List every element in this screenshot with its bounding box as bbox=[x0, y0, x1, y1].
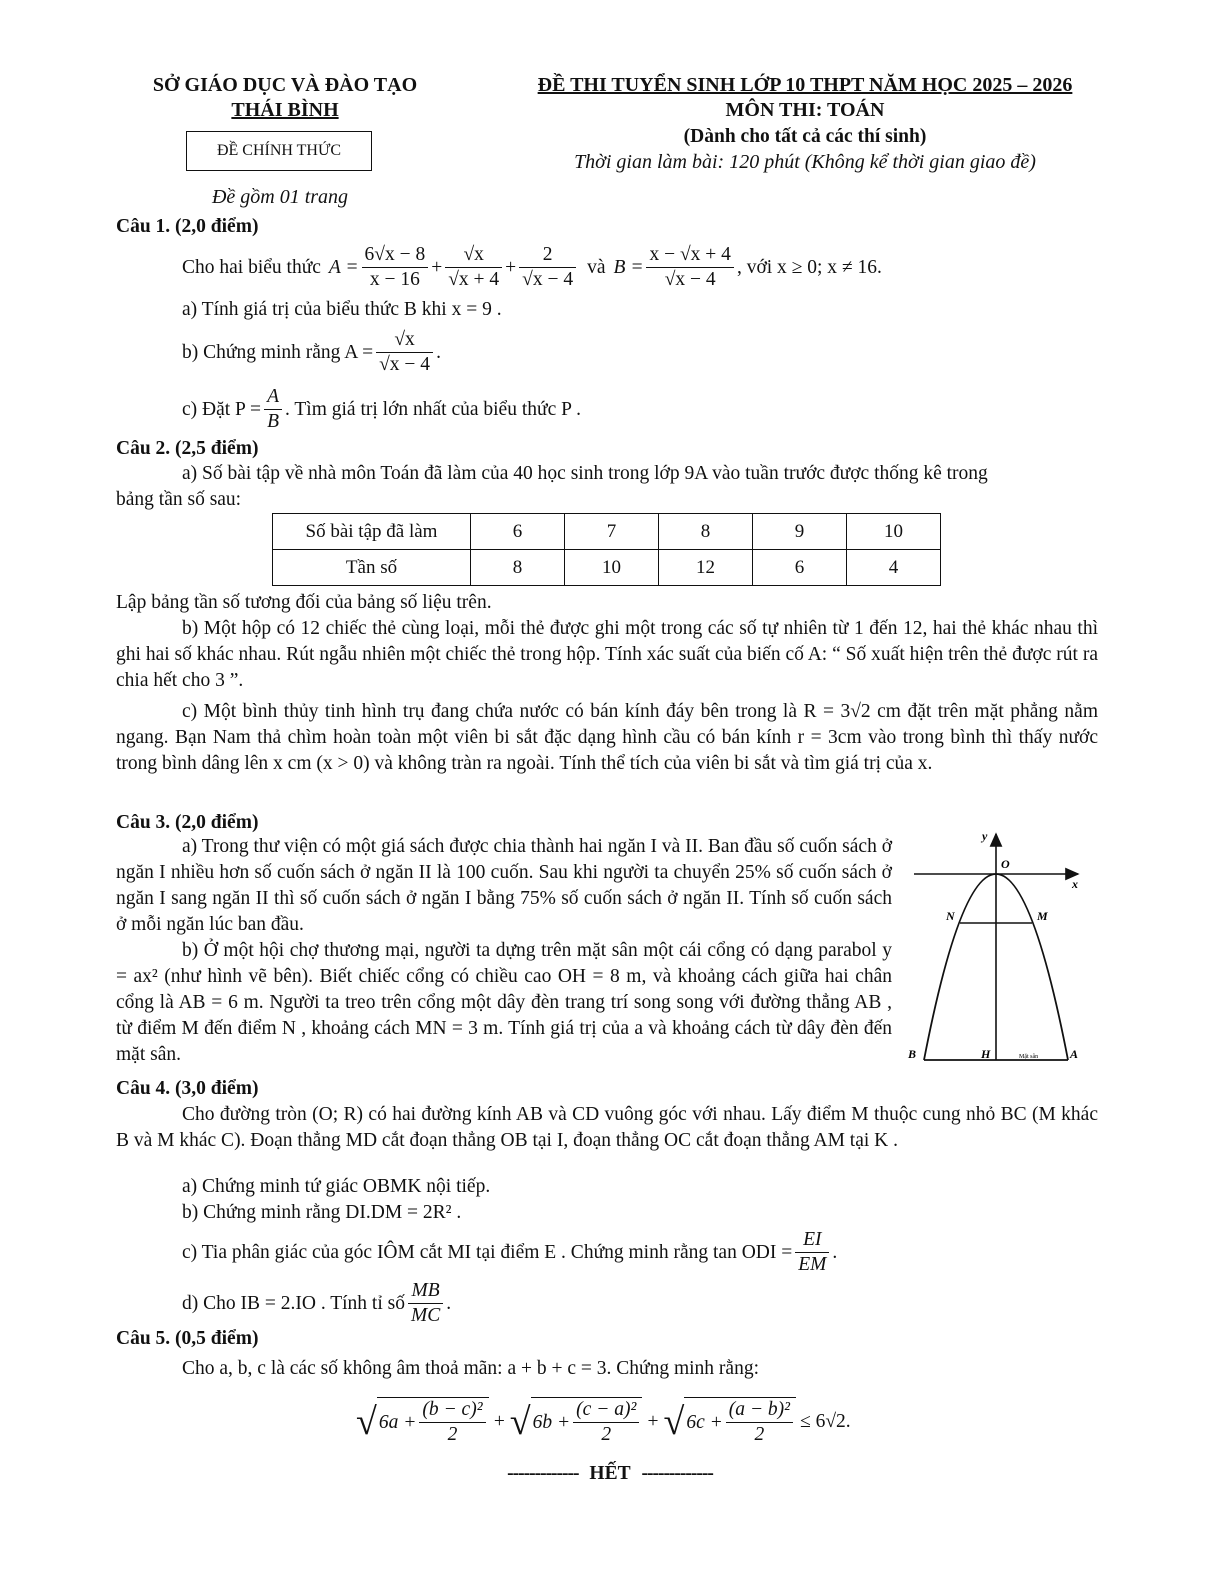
q1-part-c-num: A bbox=[264, 385, 282, 410]
exam-time-note: Thời gian làm bài: 120 phút (Không kể thời gian giao đề) bbox=[574, 151, 1036, 173]
q1-part-c bbox=[182, 385, 581, 434]
q1-A-term2 bbox=[445, 243, 502, 292]
q2-part-b: b) Một hộp có 12 chiếc thẻ cùng loại, mỗi thẻ được ghi một trong các số tự nhiên từ 1 đến 12, hai thẻ khác nhau thì ghi hai số khác nhau. Rút ngẫu nhiên một chiếc thẻ trong hộp. Tính xác suất của biến cố A: “ Số xuất hiện trên thẻ được rút ra chia hết cho 3 ”. bbox=[116, 618, 1098, 691]
q1-part-a: a) Tính giá trị của biểu thức B khi x = 9 . bbox=[182, 299, 502, 320]
q1-part-b-frac bbox=[376, 328, 433, 377]
q5-inequality: √ 6a + $\frac{\text{(b − c)²}}{2}$ + √ 6b + $\frac{\text{(c − a)²}}{2}$ + √ 6c + $\frac{\text{(a − b)²}}{2}$ ≤ 6√2. bbox=[356, 1399, 851, 1445]
table-cell: 6 bbox=[753, 550, 847, 586]
q1-A-term1 bbox=[362, 243, 429, 292]
q4-part-d: d) Cho IB = 2.IO . Tính tỉ số $\frac{MB}{MC}$ . bbox=[182, 1280, 452, 1326]
q5-term2: 6b + $\frac{\text{(c − a)²}}{2}$ bbox=[531, 1397, 643, 1447]
q4-part-b: b) Chứng minh rằng DI.DM = 2R² . bbox=[182, 1202, 462, 1223]
q1-expressions: Cho hai biểu thức A = $\frac{6√x - 8}{x - 16}$ + $\frac{√x}{√x + 4}$ + $\frac{2}{√x - 4}$ và B = $\frac{x - √x + 4}{√x - 4}$ , với x ≥ 0; x ≠ 16. bbox=[182, 244, 882, 290]
q1-intro: Cho hai biểu thức bbox=[182, 256, 321, 278]
q1-part-c-task: . Tìm giá trị lớn nhất của biểu thức P . bbox=[284, 398, 581, 420]
q3-title: Câu 3. (2,0 điểm) bbox=[116, 812, 259, 833]
q4-part-c-den: EM bbox=[798, 1254, 827, 1275]
q3-part-a: a) Trong thư viện có một giá sách được chia thành hai ngăn I và II. Ban đầu số cuốn sách ở ngăn I nhiều hơn số cuốn sách ở ngăn II là 100 cuốn. Sau khi người ta chuyển 25% số cuốn sách ở ngăn I sang ngăn II thì số cuốn sách ở ngăn I bằng 75% số cuốn sách ở ngăn II. Tính số cuốn sách ở mỗi ngăn lúc ban đầu. bbox=[116, 836, 893, 935]
exam-subject: MÔN THI: TOÁN bbox=[725, 99, 885, 121]
q1-B-label: B = bbox=[613, 256, 644, 278]
sqrt-sign: √ bbox=[356, 1401, 377, 1443]
q4-part-d-num: MB bbox=[408, 1279, 443, 1304]
table-cell: 10 bbox=[565, 550, 659, 586]
parabola-gate-figure bbox=[902, 826, 1102, 1072]
dash-right: ------------- bbox=[641, 1463, 713, 1484]
q5-intro: Cho a, b, c là các số không âm thoả mãn: a + b + c = 3. Chứng minh rằng: bbox=[182, 1358, 759, 1379]
official-exam-box bbox=[186, 131, 372, 171]
q1-A-term1-num: 6√x − 8 bbox=[362, 243, 429, 268]
table-cell: 8 bbox=[659, 514, 753, 550]
q5-term3: 6c + $\frac{\text{(a − b)²}}{2}$ bbox=[684, 1397, 796, 1447]
label-h: H bbox=[981, 1047, 991, 1061]
q4-part-d-text: d) Cho IB = 2.IO . Tính tỉ số bbox=[182, 1292, 405, 1314]
q5-term1: 6a + $\frac{\text{(b − c)²}}{2}$ bbox=[377, 1397, 489, 1447]
q1-part-b: b) Chứng minh rằng A = $\frac{√x}{√x - 4}$ . bbox=[182, 329, 441, 375]
q1-B-frac bbox=[646, 243, 733, 292]
table-row bbox=[273, 550, 941, 586]
sqrt-sign: √ bbox=[663, 1401, 685, 1443]
q1-A-label: A = bbox=[328, 256, 359, 278]
table-cell: 9 bbox=[753, 514, 847, 550]
q2-frequency-table bbox=[272, 513, 941, 586]
pages-note: Đề gồm 01 trang bbox=[211, 186, 349, 208]
label-x: x bbox=[1072, 877, 1078, 891]
q2-part-a-text2: bảng tần số sau: bbox=[116, 489, 242, 510]
q5-rhs: ≤ 6√2. bbox=[800, 1411, 851, 1432]
q1-part-c-text: c) Đặt P = bbox=[182, 398, 262, 420]
q1-B-num: x − √x + 4 bbox=[646, 243, 733, 268]
q1-and-word: và bbox=[587, 256, 606, 278]
q1-B-den: √x − 4 bbox=[664, 269, 716, 290]
label-m: M bbox=[1037, 909, 1048, 923]
q1-part-b-num: √x bbox=[376, 328, 433, 353]
q5-title: Câu 5. (0,5 điểm) bbox=[116, 1328, 259, 1349]
label-y: y bbox=[982, 829, 988, 843]
q4-part-c-frac bbox=[795, 1228, 829, 1277]
q1-part-c-den: B bbox=[267, 411, 279, 432]
q4-intro: Cho đường tròn (O; R) có hai đường kính AB và CD vuông góc với nhau. Lấy điểm M thuộc cung nhỏ BC (M khác B và M khác C). Đoạn thẳng MD cắt đoạn thẳng OB tại I, đoạn thẳng OC cắt đoạn thẳng AM tại K . bbox=[116, 1104, 1098, 1151]
q1-part-c-frac bbox=[264, 385, 282, 434]
table-row-header: Tần số bbox=[273, 550, 471, 586]
dash-left: ------------- bbox=[507, 1463, 579, 1484]
table-cell: 8 bbox=[471, 550, 565, 586]
q2-part-a-task: Lập bảng tần số tương đối của bảng số liệu trên. bbox=[116, 592, 492, 613]
label-o: O bbox=[1001, 857, 1010, 871]
label-ground: Mặt sân bbox=[1019, 1054, 1039, 1060]
q1-part-b-text: b) Chứng minh rằng A = bbox=[182, 341, 374, 363]
exam-title: ĐỀ THI TUYỂN SINH LỚP 10 THPT NĂM HỌC 2025 – 2026 bbox=[537, 74, 1073, 96]
q1-A-term3 bbox=[519, 243, 576, 292]
label-b: B bbox=[908, 1047, 917, 1061]
label-a: A bbox=[1070, 1047, 1079, 1061]
q2-title: Câu 2. (2,5 điểm) bbox=[116, 438, 259, 459]
table-row bbox=[273, 514, 941, 550]
official-label: ĐỀ CHÍNH THỨC bbox=[216, 142, 342, 159]
q1-condition: , với x ≥ 0; x ≠ 16. bbox=[736, 256, 882, 278]
q3-part-b: b) Ở một hội chợ thương mại, người ta dựng trên mặt sân một cái cổng có dạng parabol y = ax² (như hình vẽ bên). Biết chiếc cổng có chiều cao OH = 8 m, và khoảng cách giữa hai chân cổng là AB = 6 m. Người ta treo trên cổng một dây đèn trang trí song song với đường thẳng AB , từ điểm M đến điểm N , khoảng cách MN = 3 m. Tính giá trị của a và khoảng cách từ dây đèn đến mặt sân. bbox=[116, 940, 892, 1065]
exam-audience: (Dành cho tất cả các thí sinh) bbox=[683, 126, 927, 147]
province-name: THÁI BÌNH bbox=[231, 99, 339, 121]
table-cell: 6 bbox=[471, 514, 565, 550]
q1-A-term2-den: √x + 4 bbox=[448, 269, 500, 290]
q1-A-term2-num: √x bbox=[445, 243, 502, 268]
table-cell: 10 bbox=[847, 514, 941, 550]
q1-A-term3-num: 2 bbox=[519, 243, 576, 268]
q2-part-a-text: a) Số bài tập về nhà môn Toán đã làm của 40 học sinh trong lớp 9A vào tuần trước được thống kê trong bbox=[182, 463, 988, 484]
q1-part-b-den: √x − 4 bbox=[379, 354, 431, 375]
q4-part-d-frac bbox=[408, 1279, 443, 1328]
end-mark bbox=[400, 1463, 820, 1485]
q2-part-c: c) Một bình thủy tinh hình trụ đang chứa nước có bán kính đáy bên trong là R = 3√2 cm đặt trên mặt phẳng nằm ngang. Bạn Nam thả chìm hoàn toàn một viên bi sắt đặc dạng hình cầu có bán kính r = 3cm vào trong bình thì thấy nước trong bình dâng lên x cm (x > 0) và không tràn ra ngoài. Tính thể tích của viên bi sắt và tìm giá trị của x. bbox=[116, 701, 1098, 774]
q4-part-c: c) Tia phân giác của góc IÔM cắt MI tại điểm E . Chứng minh rằng tan ODI = $\frac{EI}{EM}$ . bbox=[182, 1229, 838, 1275]
q1-A-term1-den: x − 16 bbox=[369, 269, 420, 290]
table-cell: 12 bbox=[659, 550, 753, 586]
table-cell: 4 bbox=[847, 550, 941, 586]
q1-title: Câu 1. (2,0 điểm) bbox=[116, 216, 259, 237]
department-name: SỞ GIÁO DỤC VÀ ĐÀO TẠO bbox=[152, 74, 418, 96]
q1-A-term3-den: √x − 4 bbox=[522, 269, 574, 290]
q4-part-c-text: c) Tia phân giác của góc IÔM cắt MI tại điểm E . Chứng minh rằng tan ODI = bbox=[182, 1241, 793, 1263]
q4-part-c-num: EI bbox=[795, 1228, 829, 1253]
q4-part-a: a) Chứng minh tứ giác OBMK nội tiếp. bbox=[182, 1176, 491, 1197]
label-n: N bbox=[946, 909, 955, 923]
q4-part-d-den: MC bbox=[410, 1305, 441, 1326]
table-cell: 7 bbox=[565, 514, 659, 550]
end-mark-text: HẾT bbox=[589, 1463, 631, 1484]
q4-title: Câu 4. (3,0 điểm) bbox=[116, 1078, 259, 1099]
sqrt-sign: √ bbox=[509, 1401, 531, 1443]
table-row-header: Số bài tập đã làm bbox=[273, 514, 471, 550]
